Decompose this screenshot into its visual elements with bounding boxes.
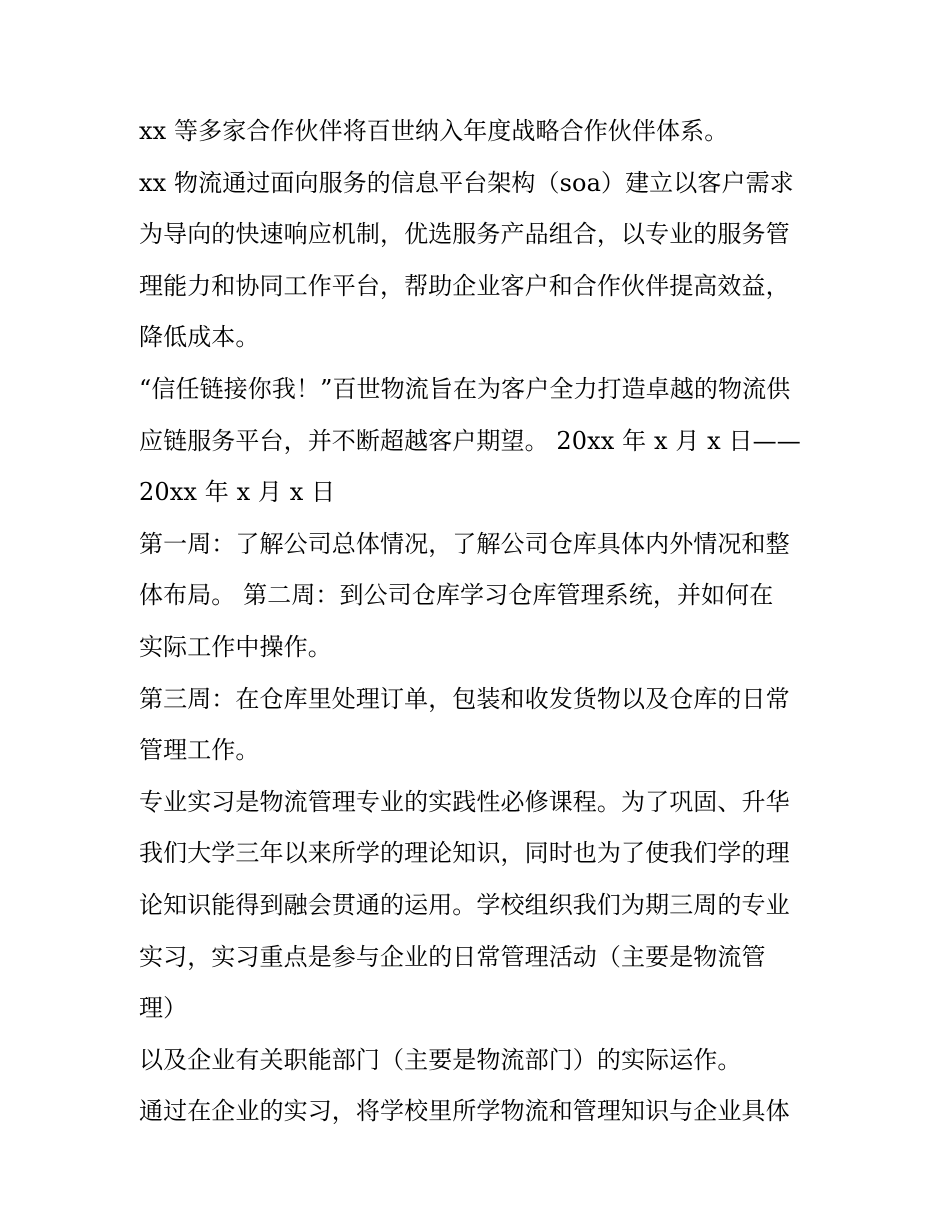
text-line: 第三周：在仓库里处理订单，包装和收发货物以及仓库的日常: [139, 684, 790, 713]
text-line: “信任链接你我！”百世物流旨在为客户全力打造卓越的物流供: [139, 374, 791, 403]
text-line: 管理工作。: [139, 736, 260, 765]
text-line: 专业实习是物流管理专业的实践性必修课程。为了巩固、升华: [139, 787, 790, 816]
text-line: 我们大学三年以来所学的理论知识，同时也为了使我们学的理: [139, 839, 790, 868]
text-line: 应链服务平台，并不断超越客户期望。 20xx 年 x 月 x 日——: [139, 426, 801, 455]
text-line: 理能力和协同工作平台，帮助企业客户和合作伙伴提高效益，: [139, 271, 790, 300]
text-line: xx 物流通过面向服务的信息平台架构（soa）建立以客户需求: [139, 168, 794, 197]
text-line: 实际工作中操作。: [139, 632, 332, 661]
text-line: 20xx 年 x 月 x 日: [139, 478, 336, 507]
text-line: 通过在企业的实习，将学校里所学物流和管理知识与企业具体: [139, 1097, 790, 1126]
document-body: [139, 106, 819, 1138]
text-line: 体布局。 第二周：到公司仓库学习仓库管理系统，并如何在: [139, 581, 774, 610]
text-line: 理）: [139, 994, 188, 1023]
text-line: 第一周：了解公司总体情况，了解公司仓库具体内外情况和整: [139, 529, 790, 558]
text-line: 以及企业有关职能部门（主要是物流部门）的实际运作。: [139, 1045, 742, 1074]
text-line: 为导向的快速响应机制，优选服务产品组合，以专业的服务管: [139, 220, 790, 249]
text-line: 降低成本。: [139, 323, 260, 352]
text-line: 实习，实习重点是参与企业的日常管理活动（主要是物流管: [139, 942, 766, 971]
text-line: 论知识能得到融会贯通的运用。学校组织我们为期三周的专业: [139, 890, 790, 919]
text-line: xx 等多家合作伙伴将百世纳入年度战略合作伙伴体系。: [139, 117, 729, 145]
